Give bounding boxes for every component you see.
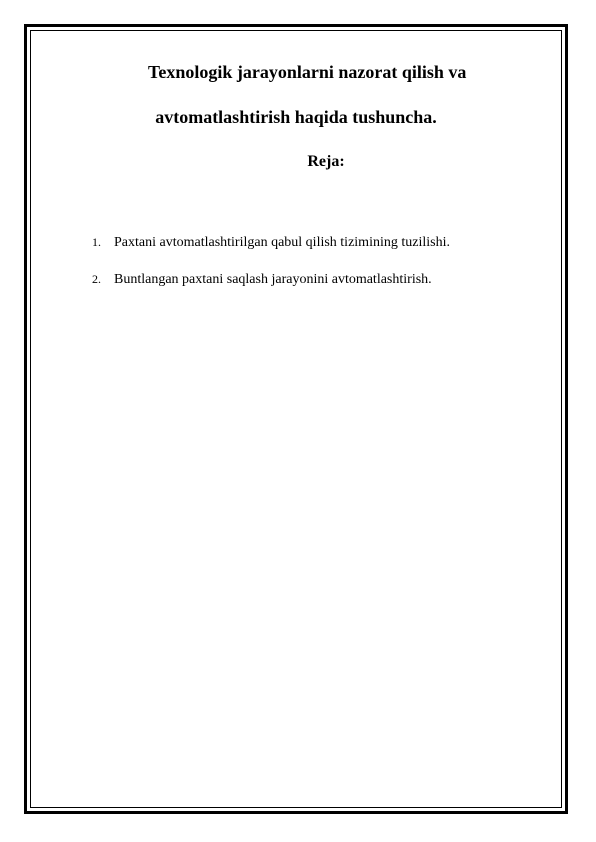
plan-item-number: 1. bbox=[92, 235, 101, 249]
document-title-line-2: avtomatlashtirish haqida tushuncha. bbox=[155, 107, 437, 127]
plan-item bbox=[92, 233, 450, 252]
plan-item-text: Buntlangan paxtani saqlash jarayonini avtomatlashtirish. bbox=[114, 272, 432, 287]
page-border-inner bbox=[30, 30, 562, 808]
plan-item-number: 2. bbox=[92, 272, 101, 286]
document-title-line-1: Texnologik jarayonlarni nazorat qilish va bbox=[148, 62, 467, 82]
plan-heading: Reja: bbox=[307, 153, 345, 170]
plan-item-text: Paxtani avtomatlashtirilgan qabul qilish tizimining tuzilishi. bbox=[114, 235, 450, 250]
plan-item bbox=[92, 270, 432, 289]
